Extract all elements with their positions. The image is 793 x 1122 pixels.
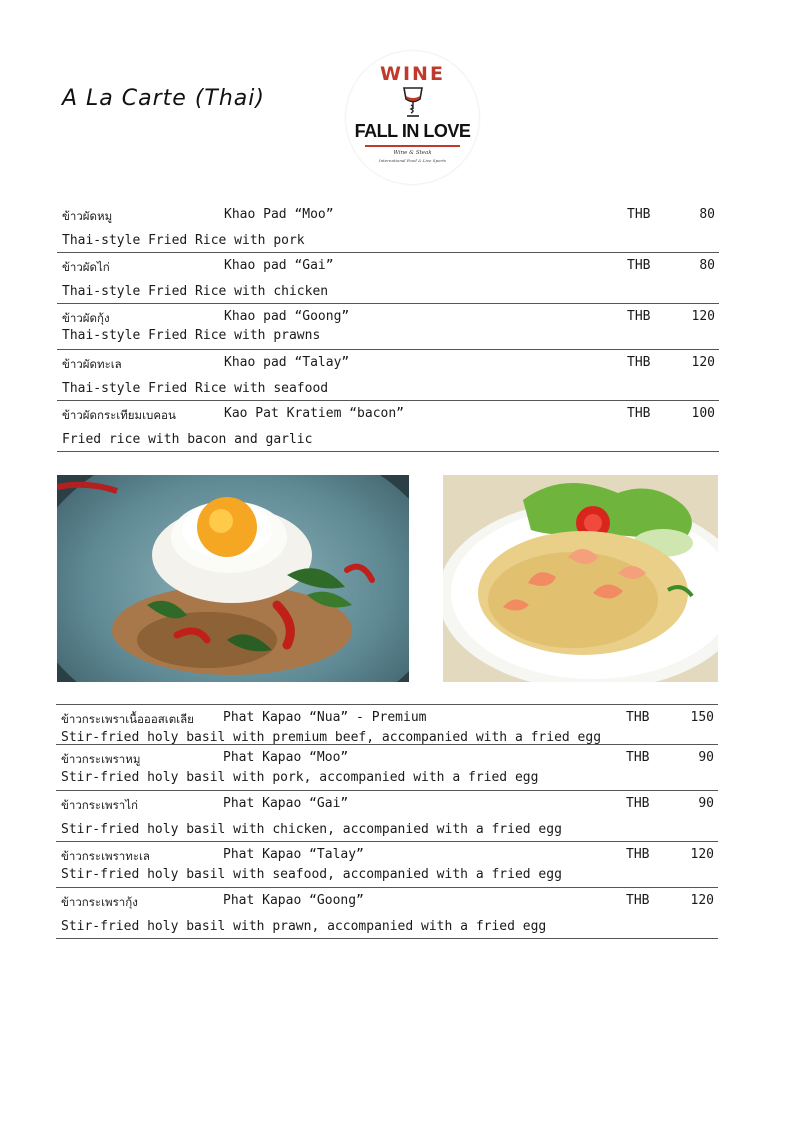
item-price: 80 (699, 207, 715, 222)
item-thai-name: ข้าวผัดกระเทียมเบคอน (62, 408, 176, 422)
item-price: 100 (691, 406, 715, 421)
item-description: Thai-style Fried Rice with chicken (62, 284, 329, 299)
menu-row (57, 253, 719, 304)
item-thai-name: ข้าวผัดหมู (62, 209, 113, 223)
item-name: Khao pad “Gai” (224, 258, 334, 273)
logo-subline: International Food & Live Sports (379, 158, 446, 163)
item-price: 90 (698, 796, 714, 811)
basil-dish-photo (57, 475, 409, 682)
item-description: Stir-fried holy basil with seafood, accompanied with a fried egg (61, 867, 562, 882)
item-description: Stir-fried holy basil with chicken, accompanied with a fried egg (61, 822, 562, 837)
item-currency: THB (626, 847, 650, 862)
item-description: Stir-fried holy basil with premium beef, accompanied with a fried egg (61, 730, 602, 745)
item-name: Phat Kapao “Goong” (223, 893, 364, 908)
item-price: 150 (690, 710, 714, 725)
item-currency: THB (627, 258, 651, 273)
menu-row (56, 842, 718, 888)
basil-dish-illustration (57, 475, 409, 682)
item-name: Khao Pad “Moo” (224, 207, 334, 222)
logo-wine-text: WINE (380, 63, 445, 85)
item-thai-name: ข้าวกระเพราไก่ (61, 798, 138, 812)
item-currency: THB (627, 355, 651, 370)
menu-row (57, 202, 719, 253)
item-name: Phat Kapao “Gai” (223, 796, 349, 811)
item-name: Khao pad “Goong” (224, 309, 350, 324)
item-currency: THB (626, 796, 650, 811)
item-price: 80 (699, 258, 715, 273)
logo-tagline: Wine & Steak (393, 150, 432, 156)
item-thai-name: ข้าวผัดทะเล (62, 357, 122, 371)
item-currency: THB (626, 710, 650, 725)
item-description: Thai-style Fried Rice with prawns (62, 328, 321, 343)
item-price: 120 (691, 309, 715, 324)
item-currency: THB (627, 406, 651, 421)
item-name: Phat Kapao “Nua” - Premium (223, 710, 427, 725)
item-description: Stir-fried holy basil with pork, accompanied with a fried egg (61, 770, 539, 785)
wine-glass-icon (402, 87, 424, 117)
item-description: Fried rice with bacon and garlic (62, 432, 313, 447)
logo-divider (365, 145, 460, 147)
menu-row (56, 791, 718, 842)
item-price: 120 (690, 847, 714, 862)
fried-rice-photo (443, 475, 718, 682)
item-name: Khao pad “Talay” (224, 355, 350, 370)
item-name: Kao Pat Kratiem “bacon” (224, 406, 405, 421)
item-description: Thai-style Fried Rice with pork (62, 233, 305, 248)
item-name: Phat Kapao “Moo” (223, 750, 349, 765)
menu-row (56, 745, 718, 791)
menu-row (56, 888, 718, 939)
item-thai-name: ข้าวกระเพราหมู (61, 752, 141, 766)
fried-rice-menu (57, 202, 719, 452)
item-currency: THB (627, 207, 651, 222)
page-title: A La Carte (Thai) (62, 86, 265, 111)
item-description: Thai-style Fried Rice with seafood (62, 381, 329, 396)
menu-row (56, 704, 718, 745)
item-thai-name: ข้าวกระเพรากุ้ง (61, 895, 138, 909)
menu-row (57, 304, 719, 350)
item-currency: THB (626, 750, 650, 765)
menu-row (57, 350, 719, 401)
item-thai-name: ข้าวกระเพราทะเล (61, 849, 150, 863)
item-thai-name: ข้าวผัดไก่ (62, 260, 110, 274)
menu-row (57, 401, 719, 452)
item-thai-name: ข้าวกระเพราเนื้อออสเตเลีย (61, 712, 194, 726)
restaurant-logo (346, 51, 479, 184)
kapao-menu (56, 704, 718, 939)
item-name: Phat Kapao “Talay” (223, 847, 364, 862)
item-price: 90 (698, 750, 714, 765)
fried-rice-illustration (443, 475, 718, 682)
item-description: Stir-fried holy basil with prawn, accompanied with a fried egg (61, 919, 547, 934)
logo-brand-text: FALL IN LOVE (354, 121, 471, 141)
item-thai-name: ข้าวผัดกุ้ง (62, 311, 110, 325)
item-currency: THB (626, 893, 650, 908)
item-price: 120 (691, 355, 715, 370)
item-price: 120 (690, 893, 714, 908)
item-currency: THB (627, 309, 651, 324)
